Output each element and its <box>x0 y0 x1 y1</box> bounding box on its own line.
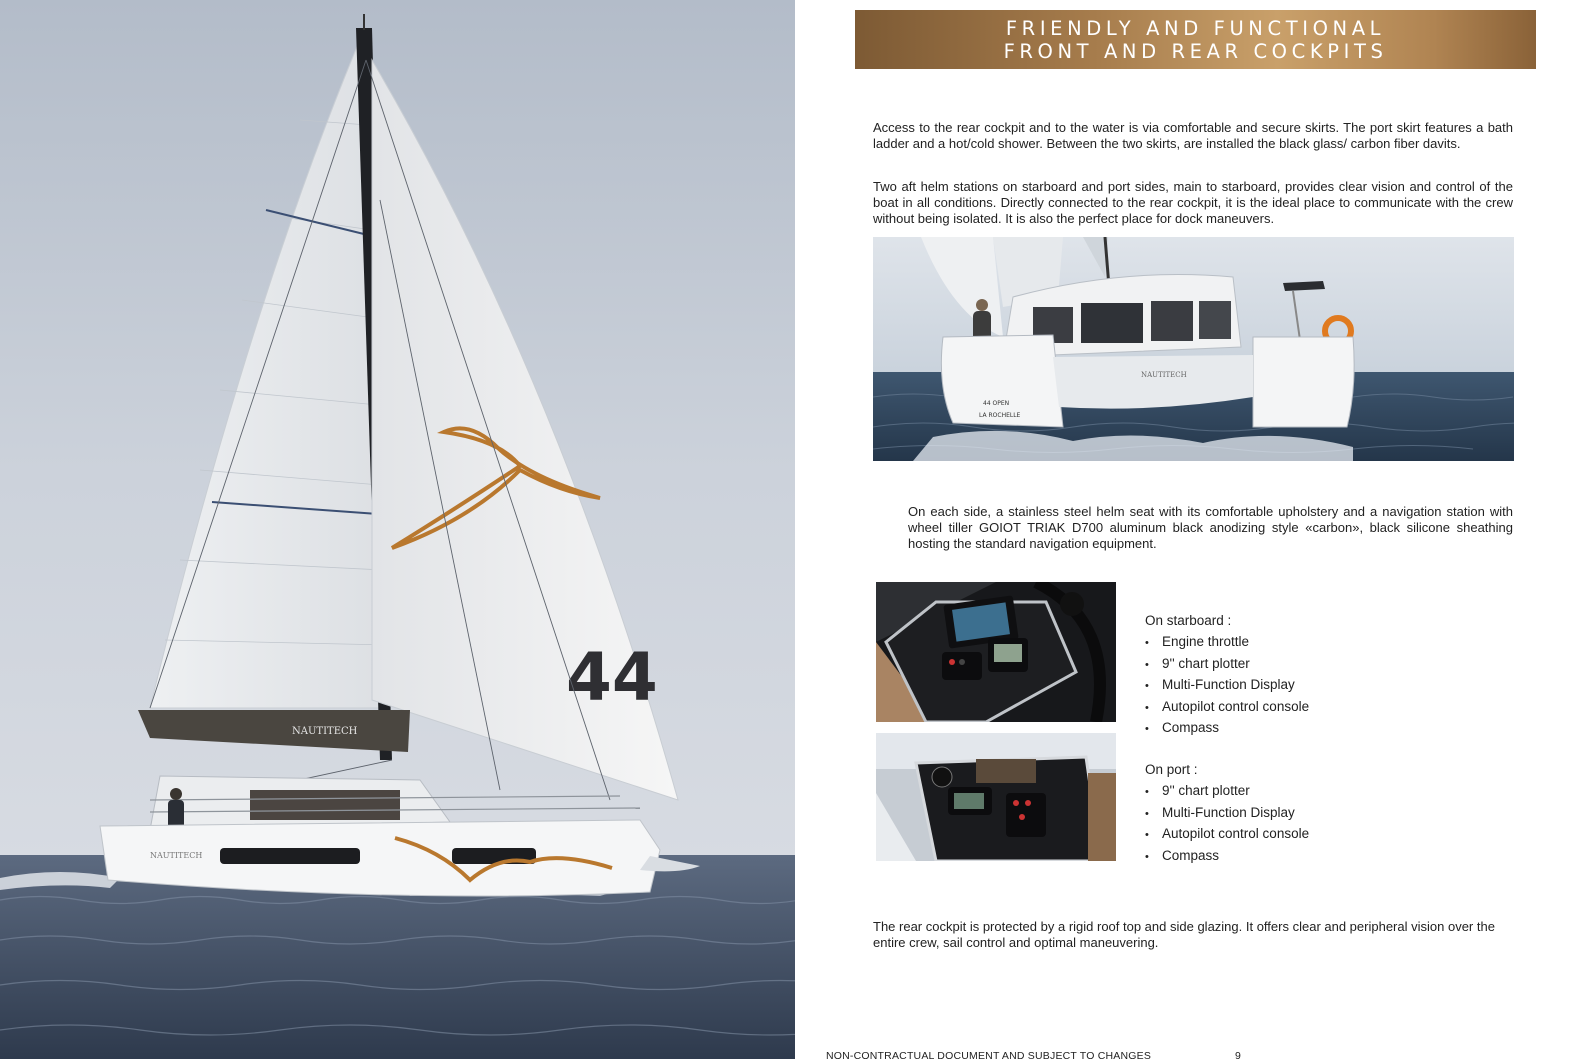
hull-brand: NAUTITECH <box>150 851 203 860</box>
access-paragraph: Access to the rear cockpit and to the water is via comfortable and secure skirts. The port skirt features a bath ladder and a hot/cold shower. Between the two skirts, are installed the black glass/ carbon fiber davits. <box>873 120 1513 151</box>
bullet: • <box>1145 807 1149 820</box>
title-line-1: FRIENDLY AND FUNCTIONAL <box>1005 17 1386 40</box>
starboard-heading: On starboard : <box>1145 613 1232 628</box>
port-helm-photo <box>876 733 1116 861</box>
list-item-text: Autopilot control console <box>1162 826 1310 842</box>
stern-cockpit-photo <box>873 237 1514 461</box>
list-item-text: Multi-Function Display <box>1162 677 1295 693</box>
bullet: • <box>1145 829 1149 842</box>
starboard-helm-photo <box>876 582 1116 722</box>
helm-stations-paragraph: Two aft helm stations on starboard and port sides, main to starboard, provides clear vision and control of the boat in all conditions. Directly connected to the rear cockpit, it is the ideal place to communicate with the crew without being isolated. It is also the perfect place for dock maneuvers. <box>873 179 1513 226</box>
list-item <box>1145 674 1309 696</box>
section-title-banner <box>855 10 1536 69</box>
bullet: • <box>1145 723 1149 736</box>
footer-disclaimer: NON-CONTRACTUAL DOCUMENT AND SUBJECT TO CHANGES <box>826 1050 1152 1062</box>
bullet: • <box>1145 850 1149 863</box>
port-heading: On port : <box>1145 762 1198 777</box>
stern-hull-brand: NAUTITECH <box>1141 371 1187 379</box>
list-item-text: 9'' chart plotter <box>1162 783 1250 798</box>
list-item <box>1145 696 1309 718</box>
bullet: • <box>1145 637 1149 649</box>
list-item-text: Multi-Function Display <box>1162 804 1295 820</box>
bullet: • <box>1145 658 1149 671</box>
sail-number: 44 <box>566 639 658 716</box>
starboard-equipment <box>1145 610 1309 739</box>
list-item <box>1145 780 1309 802</box>
stern-model-label: 44 OPEN <box>983 400 1010 407</box>
list-item-text: Autopilot control console <box>1162 698 1310 714</box>
rear-cockpit-paragraph: The rear cockpit is protected by a rigid roof top and side glazing. It offers clear and peripheral vision over the entire crew, sail control and optimal maneuvering. <box>873 919 1495 950</box>
helm-seat-paragraph: On each side, a stainless steel helm seat with its comfortable upholstery and a navigation station with wheel tiller GOIOT TRIAK D700 aluminum black anodizing style «carbon», black silicone sheathing hosting the standard navigation equipment. <box>908 504 1513 551</box>
bullet: • <box>1145 786 1149 798</box>
list-item <box>1145 717 1309 739</box>
list-item-text: 9'' chart plotter <box>1162 655 1250 671</box>
list-item-text: Engine throttle <box>1162 634 1250 649</box>
port-equipment-list <box>1145 780 1309 866</box>
title-line-2: FRONT AND REAR COCKPITS <box>1003 40 1388 63</box>
page-number: 9 <box>1235 1050 1241 1062</box>
list-item <box>1145 802 1309 824</box>
list-item-text: Compass <box>1162 720 1220 736</box>
boom-brand: NAUTITECH <box>292 726 358 737</box>
list-item <box>1145 823 1309 845</box>
bullet: • <box>1145 680 1149 693</box>
stern-home-port: LA ROCHELLE <box>979 412 1021 419</box>
list-item <box>1145 631 1309 653</box>
list-item <box>1145 845 1309 867</box>
port-equipment <box>1145 759 1309 866</box>
bullet: • <box>1145 701 1149 714</box>
list-item <box>1145 653 1309 675</box>
list-item-text: Compass <box>1162 847 1220 863</box>
starboard-equipment-list <box>1145 631 1309 739</box>
sailing-catamaran-photo <box>0 0 795 1059</box>
